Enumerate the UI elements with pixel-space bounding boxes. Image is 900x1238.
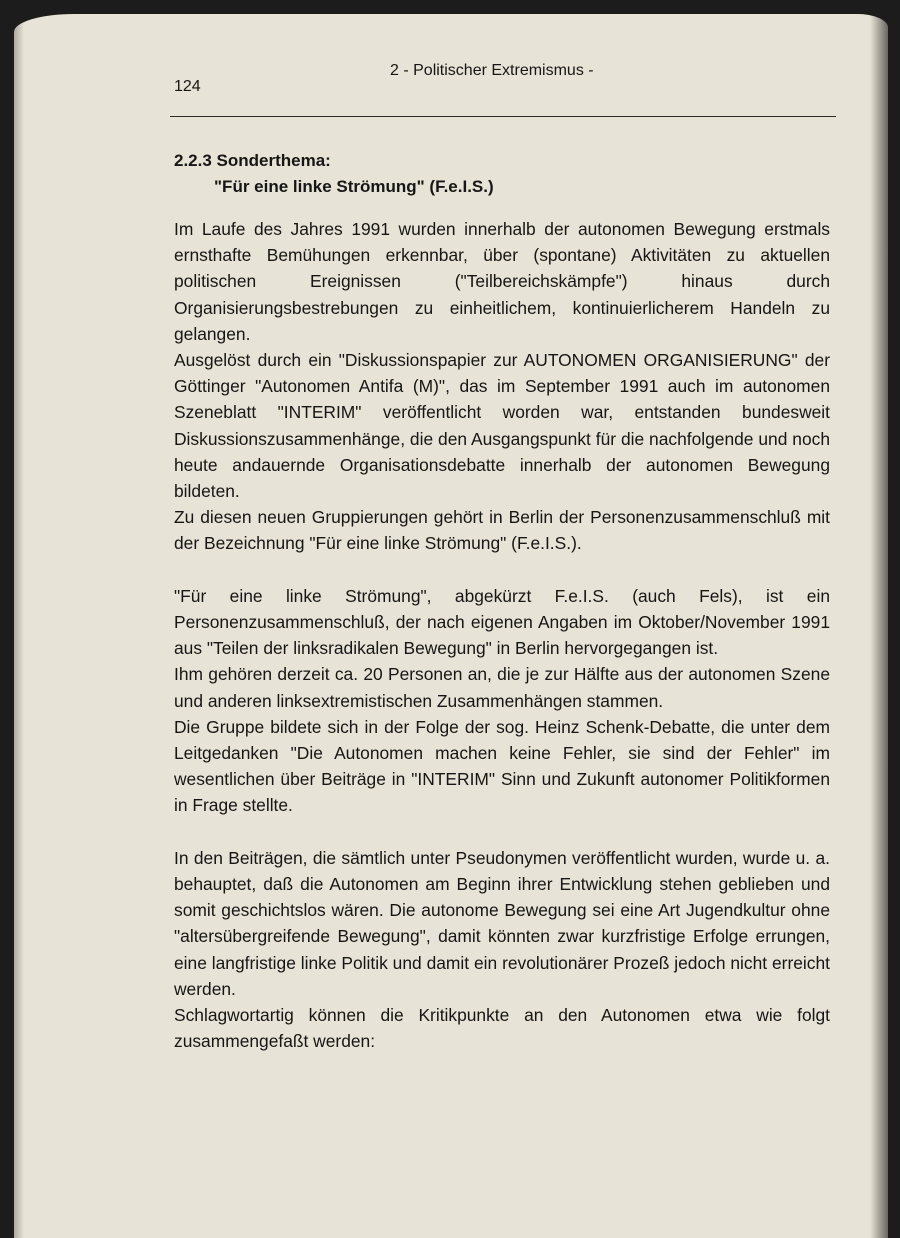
paragraph: "Für eine linke Strömung", abgekürzt F.e.I.S. (auch Fels), ist ein Personenzusammenschluß, der nach eigenen Angaben im Oktober/November 1991 aus "Teilen der linksradikalen Bewegung" in Berlin hervorgegangen ist. [174, 585, 830, 659]
paragraph: Die Gruppe bildete sich in der Folge der sog. Heinz Schenk-Debatte, die unter dem Leitgedanken "Die Autonomen machen keine Fehler, sie sind der Fehler" im wesentlichen über Beiträge in "INTERIM" Sinn und Zukunft autonomer Politikformen in Frage stellte. [174, 716, 830, 816]
page-number: 124 [174, 78, 201, 95]
section-heading-line2: "Für eine linke Strömung" (F.e.I.S.) [214, 177, 494, 196]
book-page [14, 14, 888, 1238]
paragraph: Ausgelöst durch ein "Diskussionspapier zur AUTONOMEN ORGANISIERUNG" der Göttinger "Autonomen Antifa (M)", das im September 1991 auch im autonomen Szeneblatt "INTERIM" veröffentlicht worden war, entstanden bundesweit Diskussionszusammenhänge, die den Ausgangspunkt für die nachfolgende und noch heute andauernde Organisationsdebatte innerhalb der autonomen Bewegung bildeten. [174, 350, 830, 502]
page-left-shadow [14, 14, 24, 1238]
running-head: 2 - Politischer Extremismus - [390, 62, 594, 79]
paragraph: Schlagwortartig können die Kritikpunkte an den Autonomen etwa wie folgt zusammengefaßt werden: [174, 1005, 830, 1052]
body-text [174, 216, 830, 1054]
paragraph: Ihm gehören derzeit ca. 20 Personen an, die je zur Hälfte aus der autonomen Szene und anderen linksextremistischen Zusammenhängen stammen. [174, 664, 830, 711]
paragraph: Zu diesen neuen Gruppierungen gehört in Berlin der Personenzusammenschluß mit der Bezeichnung "Für eine linke Strömung" (F.e.I.S.). [174, 507, 830, 554]
paragraph: Im Laufe des Jahres 1991 wurden innerhalb der autonomen Bewegung erstmals ernsthafte Bemühungen erkennbar, über (spontane) Aktivitäten zu aktuellen politischen Ereignissen ("Teilbereichskämpfe") hinaus durch Organisierungsbestrebungen zu einheitlichem, kontinuierlicherem Handeln zu gelangen. [174, 219, 830, 344]
paragraph: In den Beiträgen, die sämtlich unter Pseudonymen veröffentlicht wurden, wurde u. a. behauptet, daß die Autonomen am Beginn ihrer Entwicklung stehen geblieben und somit geschichtslos wären. Die autonome Bewegung sei eine Art Jugendkultur ohne "altersübergreifende Bewegung", damit könnten zwar kurzfristige Erfolge errungen, eine langfristige linke Politik und damit ein revolutionärer Prozeß jedoch nicht erreicht werden. [174, 847, 830, 999]
section-heading [174, 148, 494, 200]
page-spine-shadow [870, 14, 888, 1238]
section-heading-line1: 2.2.3 Sonderthema: [174, 151, 331, 170]
header-rule [170, 116, 836, 117]
